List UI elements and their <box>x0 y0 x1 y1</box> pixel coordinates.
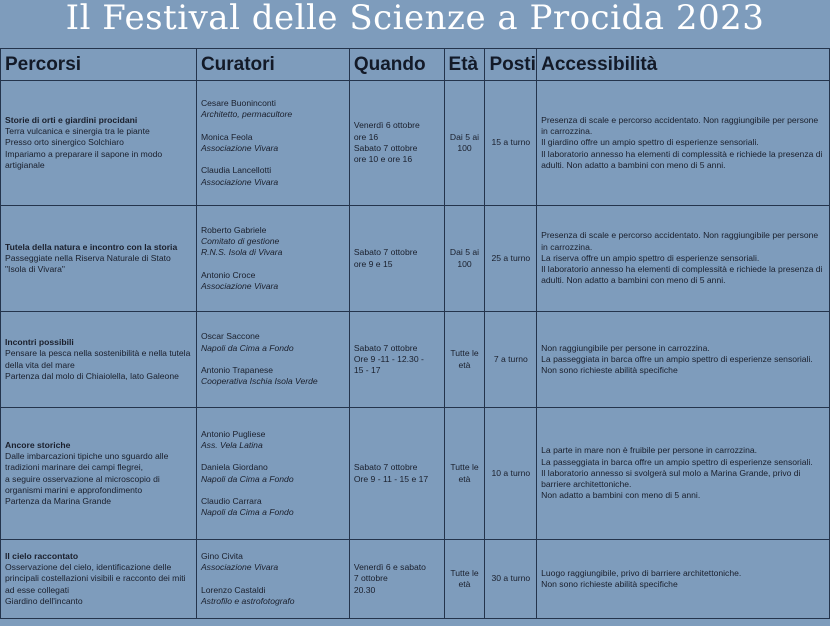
curatore-role: Cooperativa Ischia Isola Verde <box>200 376 318 387</box>
quando-cell <box>349 206 444 312</box>
curatore-name: Claudia Lancellotti <box>200 165 272 176</box>
percorso-line: Presso orto sinergico Solchiaro <box>5 137 124 148</box>
quando-line: 15 - 17 <box>353 365 381 376</box>
accessibilita-line: Non sono richieste abilità specifiche <box>541 579 678 589</box>
accessibilita-line: Il laboratorio annesso ha elementi di complessità e richiede la presenza di adulti. Non adatto a bambini con meno di 5 anni. <box>541 264 823 286</box>
quando-line: 7 ottobre <box>353 573 388 584</box>
percorso-line: Pensare la pesca nella sostenibilità e nella tutela della vita del mare <box>5 348 191 370</box>
quando-line: Sabato 7 ottobre <box>353 462 418 473</box>
accessibilita-line: La riserva offre un ampio spettro di esperienze sensoriali. <box>541 252 760 263</box>
table-row <box>1 540 830 619</box>
eta-line: Tutte le <box>450 348 479 359</box>
curatori-cell <box>196 206 349 312</box>
percorso-title: Tutela della natura e incontro con la storia <box>5 241 178 252</box>
accessibilita-line: Luogo raggiungibile, privo di barriere architettoniche. <box>541 567 742 578</box>
eta-cell <box>444 408 485 540</box>
curatore-role: Associazione Vivara <box>200 176 279 187</box>
header-eta: Età <box>444 49 485 81</box>
posti-cell <box>485 81 537 206</box>
page-title: Il Festival delle Scienze a Procida 2023 <box>65 0 765 38</box>
curatore-name: Daniela Giordano <box>200 462 268 473</box>
posti-cell <box>485 408 537 540</box>
curatore-role: R.N.S. Isola di Vivara <box>200 247 283 258</box>
percorso-title: Storie di orti e giardini procidani <box>5 114 138 125</box>
schedule-table <box>0 48 830 619</box>
header-posti: Posti <box>485 49 537 81</box>
eta-line: età <box>458 473 471 484</box>
eta-line: Tutte le <box>450 462 479 473</box>
posti-cell <box>485 312 537 408</box>
curatori-cell <box>196 312 349 408</box>
accessibilita-line: Il giardino offre un ampio spettro di esperienze sensoriali. <box>541 137 759 148</box>
percorso-line: Passeggiate nella Riserva Naturale di Stato "Isola di Vivara" <box>5 252 171 275</box>
percorso-line: Partenza dal molo di Chiaiolella, lato Galeone <box>5 370 179 381</box>
percorso-line: Impariamo a preparare il sapone in modo artigianale <box>5 148 163 170</box>
table-row <box>1 81 830 206</box>
quando-cell <box>349 312 444 408</box>
curatore-role: Architetto, permacultore <box>200 109 293 120</box>
accessibilita-line: Non sono richieste abilità specifiche <box>541 365 678 376</box>
header-curatori: Curatori <box>196 49 349 81</box>
percorso-line: Giardino dell'incanto <box>5 595 83 606</box>
curatore-spacer <box>201 451 345 462</box>
curatore-name: Cesare Buoninconti <box>200 98 276 109</box>
eta-cell <box>444 312 485 408</box>
curatore-name: Antonio Pugliese <box>200 428 266 439</box>
header-percorsi: Percorsi <box>1 49 197 81</box>
curatore-role: Astrofilo e astrofotografo <box>200 595 295 606</box>
table-row <box>1 312 830 408</box>
accessibilita-cell <box>537 81 830 206</box>
quando-line: Sabato 7 ottobre <box>353 143 418 153</box>
header-quando: Quando <box>349 49 444 81</box>
accessibilita-cell <box>537 312 830 408</box>
eta-cell <box>444 540 485 619</box>
posti-value: 15 a turno <box>491 137 531 148</box>
curatore-role: Napoli da Cima a Fondo <box>200 342 294 353</box>
curatore-role: Comitato di gestione <box>200 236 280 247</box>
curatore-name: Gino Civita <box>200 550 243 561</box>
curatore-name: Claudio Carrara <box>200 495 262 506</box>
percorso-cell <box>1 408 197 540</box>
curatore-role: Ass. Vela Latina <box>200 439 263 450</box>
curatore-role: Napoli da Cima a Fondo <box>200 473 294 484</box>
percorso-line: Dalle imbarcazioni tipiche uno sguardo alle tradizioni marinare dei campi flegrei, <box>5 450 169 473</box>
curatore-spacer <box>201 354 345 365</box>
curatore-role: Napoli da Cima a Fondo <box>200 507 294 518</box>
quando-cell <box>349 81 444 206</box>
percorso-title: Il cielo raccontato <box>5 550 79 561</box>
posti-value: 10 a turno <box>491 467 531 478</box>
curatore-spacer <box>201 259 345 270</box>
eta-cell <box>444 81 485 206</box>
accessibilita-line: Il laboratorio annesso si svolgerà sul molo a Marina Grande, privo di barriere architettoniche. <box>541 467 801 490</box>
quando-line: 20.30 <box>353 584 376 595</box>
accessibilita-line: La passeggiata in barca offre un ampio spettro di esperienze sensoriali. <box>541 456 813 467</box>
accessibilita-line: La parte in mare non è fruibile per persone in carrozzina. <box>541 445 758 456</box>
eta-line: età <box>458 359 471 370</box>
curatore-role: Associazione Vivara <box>200 562 279 573</box>
accessibilita-line: Non raggiungibile per persone in carrozzina. <box>541 342 710 353</box>
percorso-line: Terra vulcanica e sinergia tra le piante <box>5 126 150 137</box>
curatore-name: Roberto Gabriele <box>200 224 267 235</box>
eta-line: 100 <box>457 143 472 153</box>
curatore-name: Oscar Saccone <box>200 331 260 342</box>
posti-cell <box>485 206 537 312</box>
eta-line: Dai 5 ai <box>449 131 480 142</box>
quando-line: Venerdì 6 ottobre <box>353 120 420 131</box>
accessibilita-cell <box>537 206 830 312</box>
quando-line: Ore 9 -11 - 12.30 - <box>353 353 424 364</box>
quando-line: Venerdì 6 e sabato <box>353 562 426 573</box>
percorso-line: Partenza da Marina Grande <box>5 496 112 507</box>
percorso-cell <box>1 312 197 408</box>
eta-line: Dai 5 ai <box>449 247 480 258</box>
curatore-name: Antonio Trapanese <box>200 365 274 375</box>
posti-value: 30 a turno <box>491 573 531 584</box>
eta-line: Tutte le <box>450 567 479 578</box>
curatore-role: Associazione Vivara <box>200 280 279 291</box>
eta-cell <box>444 206 485 312</box>
curatore-role: Associazione Vivara <box>200 143 279 153</box>
curatore-spacer <box>201 485 345 496</box>
quando-cell <box>349 540 444 619</box>
eta-line: 100 <box>457 258 472 269</box>
header-accessibilita: Accessibilità <box>537 49 830 81</box>
eta-line: età <box>458 579 471 589</box>
table-row <box>1 206 830 312</box>
accessibilita-line: Presenza di scale e percorso accidentato. Non raggiungibile per persone in carrozzina. <box>541 114 819 137</box>
header-row <box>1 49 830 81</box>
percorso-line: Osservazione del cielo, identificazione delle principali costellazioni visibili e racconto dei miti ad esse collegati <box>5 562 186 595</box>
percorso-cell <box>1 540 197 619</box>
quando-line: ore 16 <box>353 131 379 142</box>
curatore-name: Antonio Croce <box>200 269 256 280</box>
curatore-spacer <box>201 574 345 585</box>
quando-cell <box>349 408 444 540</box>
quando-line: ore 9 e 15 <box>353 258 393 269</box>
posti-cell <box>485 540 537 619</box>
percorso-title: Ancore storiche <box>5 439 71 450</box>
curatore-spacer <box>201 154 345 165</box>
accessibilita-line: Presenza di scale e percorso accidentato. Non raggiungibile per persone in carrozzina. <box>541 230 819 252</box>
curatore-name: Monica Feola <box>200 131 253 142</box>
percorso-title: Incontri possibili <box>5 336 74 347</box>
accessibilita-line: Il laboratorio annesso ha elementi di complessità e richiede la presenza di adulti. Non adatto a bambini con meno di 5 anni. <box>541 148 823 170</box>
percorso-line: a seguire osservazione al microscopio di organismi marini e approfondimento <box>5 473 160 495</box>
percorso-cell <box>1 206 197 312</box>
curatore-spacer <box>201 121 345 132</box>
posti-value: 25 a turno <box>491 252 531 263</box>
table-row <box>1 408 830 540</box>
quando-line: ore 10 e ore 16 <box>353 154 413 165</box>
accessibilita-cell <box>537 540 830 619</box>
curatori-cell <box>196 408 349 540</box>
accessibilita-line: Non adatto a bambini con meno di 5 anni. <box>541 490 701 501</box>
percorso-cell <box>1 81 197 206</box>
curatori-cell <box>196 81 349 206</box>
quando-line: Sabato 7 ottobre <box>353 342 418 353</box>
quando-line: Ore 9 - 11 - 15 e 17 <box>353 473 429 484</box>
accessibilita-line: La passeggiata in barca offre un ampio spettro di esperienze sensoriali. <box>541 353 813 364</box>
quando-line: Sabato 7 ottobre <box>353 247 418 258</box>
accessibilita-cell <box>537 408 830 540</box>
posti-value: 7 a turno <box>493 353 528 364</box>
curatori-cell <box>196 540 349 619</box>
curatore-name: Lorenzo Castaldi <box>200 584 266 595</box>
